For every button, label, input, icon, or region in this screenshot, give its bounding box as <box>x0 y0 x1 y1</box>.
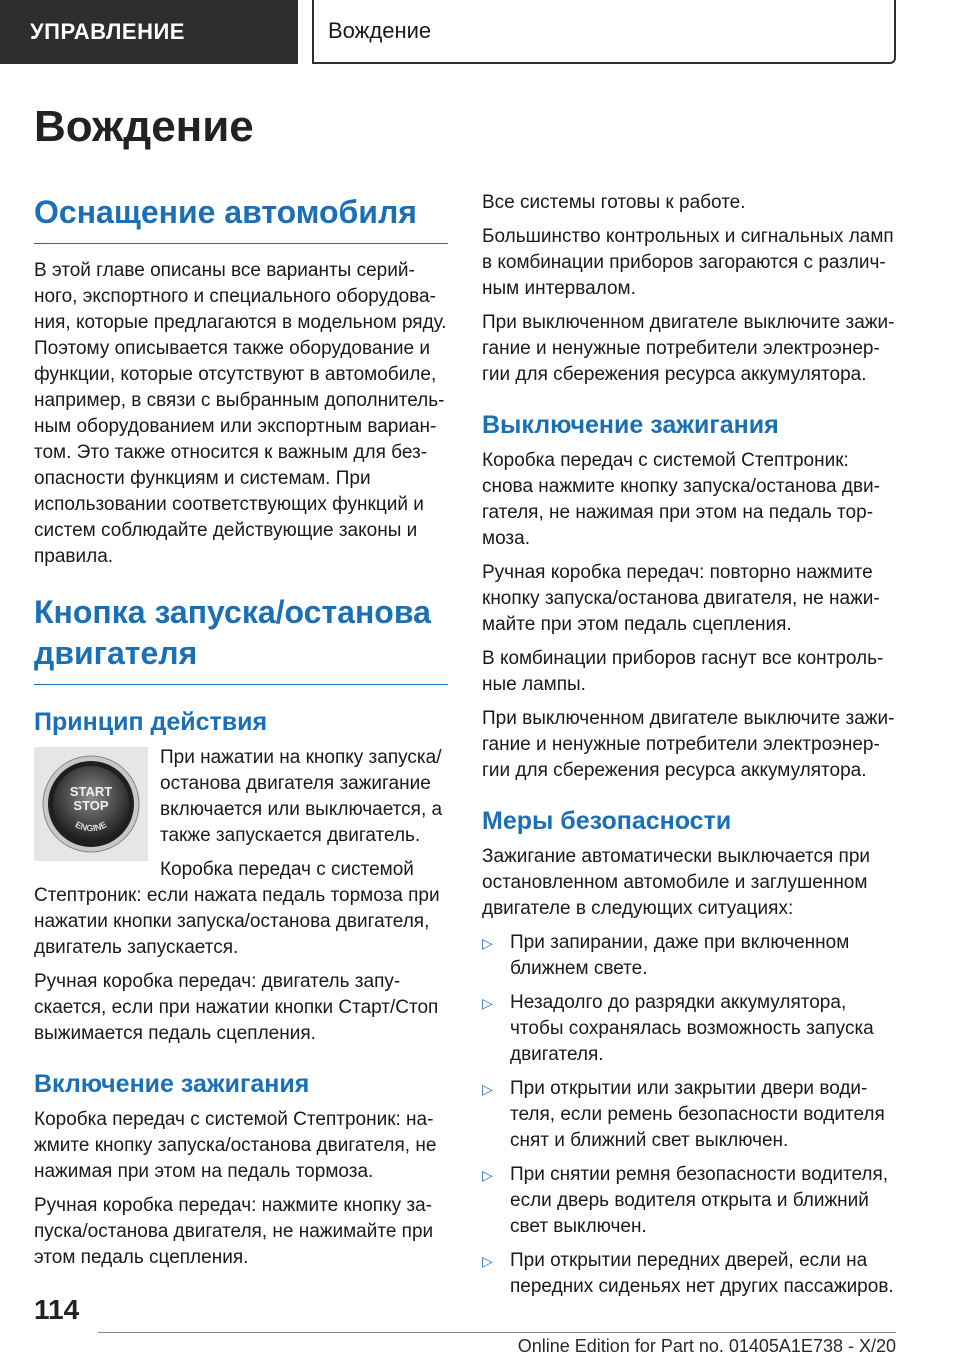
section-tab <box>0 0 298 64</box>
page-number: 114 <box>34 1294 80 1325</box>
list-item <box>482 990 896 1068</box>
breadcrumb-label: Вождение <box>328 18 432 43</box>
start-stop-engine-button-icon <box>34 747 148 861</box>
paragraph-off-1: Коробка передач с системой Стептроник: снова нажмите кнопку запуска/останова двигателя, не нажимая при этом на педаль тормоза. <box>482 450 880 549</box>
list-item-text: При запирании, даже при включенном ближнем свете. <box>510 932 850 979</box>
list-item-text: Незадолго до разрядки аккумулятора, чтобы сохранялась возможность запуска двигателя. <box>510 992 874 1065</box>
paragraph-ignition-on-2: Ручная коробка передач: нажмите кнопку запуска/останова двигателя, не нажимайте при этом педаль сцепления. <box>34 1194 434 1268</box>
paragraph-off-2: Ручная коробка передач: повторно нажмите кнопку запуска/останова двигателя, не нажимайте при этом педаль сцепления. <box>482 562 880 635</box>
page-title: Вождение <box>34 102 254 151</box>
paragraph-consumers-2: При выключенном двигателе выключите зажигание и ненужные потребители электроэнергии для сбережения ресурса аккумулятора. <box>482 708 895 781</box>
footer-divider <box>98 1332 896 1333</box>
list-item-text: При открытии или закрытии двери водителя, если ремень безопасности водителя снят и ближний свет выключен. <box>510 1078 885 1151</box>
triangle-bullet-icon: ▷ <box>482 935 493 951</box>
list-item <box>482 930 896 982</box>
heading-equipment: Оснащение автомобиля <box>34 192 448 244</box>
paragraph-ignition-on-1: Коробка передач с системой Стептроник: нажмите кнопку запуска/останова двигателя, не нажимая при этом на педаль тормоза. <box>34 1108 437 1182</box>
triangle-bullet-icon: ▷ <box>482 1167 493 1183</box>
paragraph-ready: Все системы готовы к работе. <box>482 192 746 213</box>
list-item <box>482 1076 896 1154</box>
right-column <box>482 190 896 1308</box>
heading-ignition-on: Включение зажигания <box>34 1069 310 1098</box>
heading-ignition-off: Выключение зажигания <box>482 411 779 439</box>
button-text-engine: ENGINE <box>73 819 109 834</box>
list-item <box>482 1248 896 1300</box>
button-text-start: START <box>69 783 113 799</box>
start-stop-button-graphic <box>41 754 141 854</box>
list-item-text: При открытии передних дверей, если на передних сиденьях нет других пассажиров. <box>510 1250 894 1297</box>
triangle-bullet-icon: ▷ <box>482 1253 493 1269</box>
triangle-bullet-icon: ▷ <box>482 1081 493 1097</box>
paragraph-lamps: Большинство контрольных и сигнальных ламп в комбинации приборов загораются с различным интервалом. <box>482 226 894 299</box>
safety-list <box>482 930 896 1300</box>
list-item <box>482 1162 896 1240</box>
heading-principle: Принцип действия <box>34 707 268 736</box>
paragraph-safety: Зажигание автоматически выключается при остановленном автомобиле и заглушенном двигателе в следующих ситуациях: <box>482 846 871 919</box>
paragraph-consumers-1: При выключенном двигателе выключите зажигание и ненужные потребители электроэнергии для сбережения ресурса аккумулятора. <box>482 312 895 385</box>
footer-edition: Online Edition for Part no. 01405A1E738 - X/20 <box>517 1336 896 1356</box>
paragraph-principle-2: Коробка передач с системой Стептроник: если нажата педаль тормоза при нажатии кнопки запуска/останова двигателя, двигатель запускается. <box>34 858 440 958</box>
left-column <box>34 192 448 1279</box>
button-text-stop: STOP <box>73 797 109 813</box>
heading-safety: Меры безопасности <box>482 807 732 835</box>
paragraph-principle-3: Ручная коробка передач: двигатель запускается, если при нажатии кнопки Старт/Стоп выжимается педаль сцепления. <box>34 970 439 1044</box>
paragraph-equipment: В этой главе описаны все варианты серийного, экспортного и специального оборудования, которые предлагаются в модельном ряду. Поэтому описывается также оборудование и функции, которые отсутствуют в автомобиле, например, в связи с выбранным дополнительным оборудованием или экспортным вариантом. Это также относится к важным для безопасности функциям и системам. При использовании соответствующих функций и систем соблюдайте действующие законы и правила. <box>34 259 447 567</box>
breadcrumb <box>312 0 896 64</box>
list-item-text: При снятии ремня безопасности водителя, если дверь водителя открыта и ближний свет выключен. <box>510 1164 889 1237</box>
section-tab-label: УПРАВЛЕНИЕ <box>30 19 185 44</box>
paragraph-principle-1: При нажатии на кнопку запуска/ останова двигателя зажигание включается или выключается, а также запускается двигатель. <box>160 746 443 846</box>
heading-start-stop-button: Кнопка запуска/останова двигателя <box>34 592 448 685</box>
triangle-bullet-icon: ▷ <box>482 995 493 1011</box>
paragraph-off-3: В комбинации приборов гаснут все контрольные лампы. <box>482 648 884 695</box>
